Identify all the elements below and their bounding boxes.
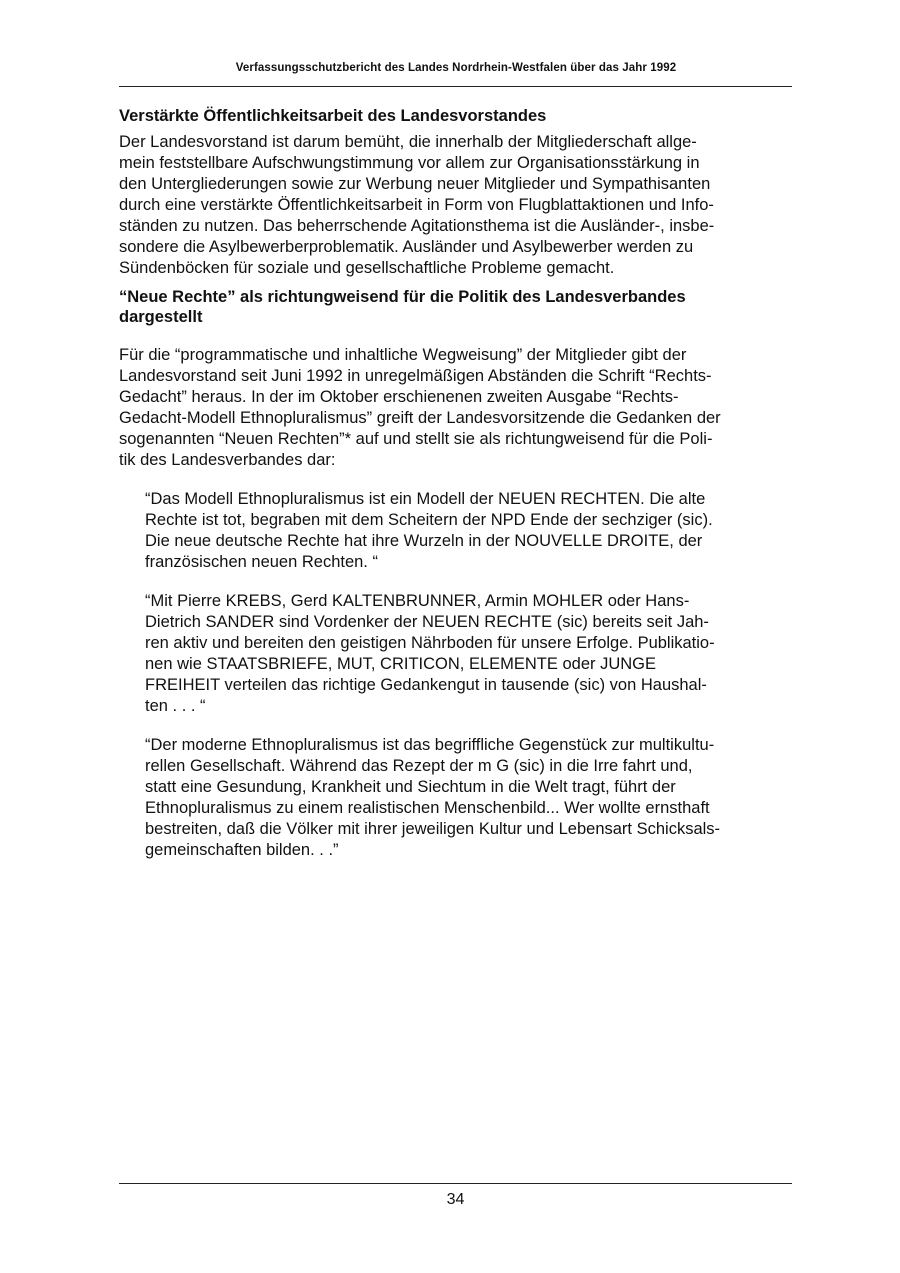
text-line: sogenannten “Neuen Rechten”* auf und stellt sie als richtungweisend für die Poli- <box>119 430 713 448</box>
text-line: sondere die Asylbewerberproblematik. Ausländer und Asylbewerber werden zu <box>119 238 694 256</box>
paragraph-neue-rechte <box>119 345 791 471</box>
heading-line: dargestellt <box>119 308 203 326</box>
quote-line: “Das Modell Ethnopluralismus ist ein Modell der NEUEN RECHTEN. Die alte <box>145 490 706 508</box>
quote-block <box>145 489 791 861</box>
text-line: durch eine verstärkte Öffentlichkeitsarbeit in Form von Flugblattaktionen und Info- <box>119 196 714 214</box>
quote-line: FREIHEIT verteilen das richtige Gedankengut in tausende (sic) von Haushal- <box>145 676 707 694</box>
running-header: Verfassungsschutzbericht des Landes Nordrhein-Westfalen über das Jahr 1992 <box>235 62 677 74</box>
quote-line: Rechte ist tot, begraben mit dem Scheitern der NPD Ende der sechziger (sic). <box>145 511 713 529</box>
quote-line: französischen neuen Rechten. “ <box>145 553 378 571</box>
quote-line: ren aktiv und bereiten den geistigen Nährboden für unsere Erfolge. Publikatio- <box>145 634 715 652</box>
text-line: Landesvorstand seit Juni 1992 in unregelmäßigen Abständen die Schrift “Rechts- <box>119 367 712 385</box>
quote-vordenker <box>145 591 791 717</box>
footer-rule <box>119 1183 792 1184</box>
quote-line: rellen Gesellschaft. Während das Rezept der m G (sic) in die Irre fahrt und, <box>145 757 693 775</box>
text-line: mein feststellbare Aufschwungstimmung vor allem zur Organisationsstärkung in <box>119 154 700 172</box>
heading-line: “Neue Rechte” als richtungweisend für die Politik des Landesverbandes <box>119 288 686 306</box>
text-line: Für die “programmatische und inhaltliche Wegweisung” der Mitglieder gibt der <box>119 346 687 364</box>
quote-line: nen wie STAATSBRIEFE, MUT, CRITICON, ELEMENTE oder JUNGE <box>145 655 656 673</box>
quote-line: ten . . . “ <box>145 697 206 715</box>
text-line: ständen zu nutzen. Das beherrschende Agitationsthema ist die Ausländer-, insbe- <box>119 217 715 235</box>
section-heading-neue-rechte <box>119 287 791 327</box>
text-line: Der Landesvorstand ist darum bemüht, die innerhalb der Mitgliederschaft allge- <box>119 133 697 151</box>
text-line: tik des Landesverbandes dar: <box>119 451 336 469</box>
quote-line: “Der moderne Ethnopluralismus ist das begriffliche Gegenstück zur multikultu- <box>145 736 715 754</box>
quote-line: gemeinschaften bilden. . .” <box>145 841 339 859</box>
text-line: Gedacht” heraus. In der im Oktober erschienenen zweiten Ausgabe “Rechts- <box>119 388 679 406</box>
quote-line: Dietrich SANDER sind Vordenker der NEUEN RECHTE (sic) bereits seit Jah- <box>145 613 709 631</box>
page-content <box>119 106 791 879</box>
quote-ethnopluralismus-modell <box>145 489 791 573</box>
quote-line: bestreiten, daß die Völker mit ihrer jeweiligen Kultur und Lebensart Schicksals- <box>145 820 721 838</box>
text-line: Sündenböcken für soziale und gesellschaftliche Probleme gemacht. <box>119 259 615 277</box>
quote-line: Ethnopluralismus zu einem realistischen Menschenbild... Wer wollte ernsthaft <box>145 799 710 817</box>
text-line: den Untergliederungen sowie zur Werbung neuer Mitglieder und Sympathisanten <box>119 175 711 193</box>
quote-line: Die neue deutsche Rechte hat ihre Wurzeln in der NOUVELLE DROITE, der <box>145 532 703 550</box>
page-number: 34 <box>446 1191 465 1208</box>
section-heading-oeffentlichkeitsarbeit: Verstärkte Öffentlichkeitsarbeit des Landesvorstandes <box>119 107 547 125</box>
quote-gegenstueck <box>145 735 791 861</box>
header-rule <box>119 86 792 87</box>
paragraph-oeffentlichkeitsarbeit <box>119 132 791 279</box>
quote-line: “Mit Pierre KREBS, Gerd KALTENBRUNNER, Armin MOHLER oder Hans- <box>145 592 690 610</box>
quote-line: statt eine Gesundung, Krankheit und Siechtum in die Welt tragt, führt der <box>145 778 676 796</box>
text-line: Gedacht-Modell Ethnopluralismus” greift der Landesvorsitzende die Gedanken der <box>119 409 721 427</box>
